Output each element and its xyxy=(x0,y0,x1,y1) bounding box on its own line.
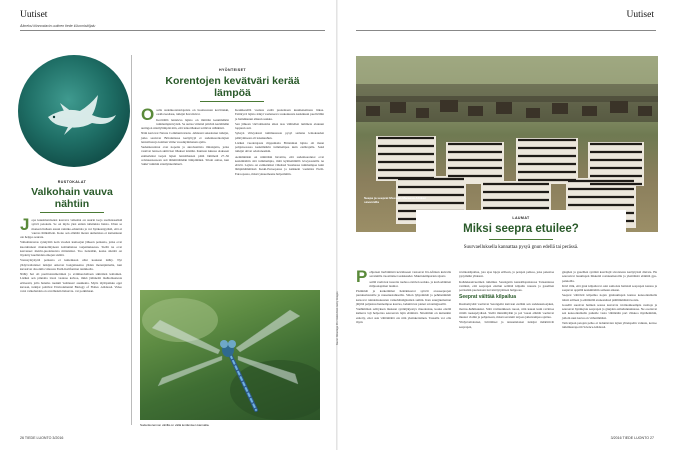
story2-paragraph: Syksyn viileydessä tummuusaste pysyi samana lentokauden päättymiseen eli lokakuuhun. xyxy=(235,131,324,140)
story2-paragraph: Sen jälkeen värivalikoima alkoi taas vähitellen tummeta elokuun loppuun asti. xyxy=(235,121,324,130)
story2-paragraph: Keskikesällä vaaleus estää puolentaan kuumenemasta liikaa. Esiintyvä lajisto näkyi vaaleneeva toukokuusta keskikuun puoliväliin ja heinäkuuun alkuun saakka. xyxy=(235,108,324,121)
story2-kicker: HYÖNTEISET xyxy=(219,68,246,72)
story1-paragraph: Nähty hai oli puolitoistametrinen ja eviimuodoiltaan sikiöiden kaltainen. Lisäksi sen pinnalta irtosi vaaleaa kalvoa, mikä jäänneitä mahtomaatesta eritteestä, jolla haiemo ruokkii 'kohtusaa' auakkaita. Myös täyttipaikka oppi kuvaan, tutkijat pohtivat Environmental Biology of Fishes -lehdessä. Video voisi valkohaiden on arvelluskin haluavia- vat poikimaan. xyxy=(20,272,122,293)
headline-box xyxy=(416,210,626,266)
right-page xyxy=(338,0,674,450)
zebra-paragraph: ravintokilpailua, jota ajaa lajeja erilleen, ja petojen pelkoa, joka pakottaa pysymään yhdessä. xyxy=(459,270,554,279)
zebra-headline: Miksi seepra etuilee? xyxy=(463,223,579,235)
story1-drop-cap: J xyxy=(20,215,30,234)
zebra-deck: Suurvaelluksella kannattaa pysyä gnun edellä tai perässä. xyxy=(463,245,579,250)
zebra-paragraph: Kahdeksanvuotinen tutkimus Serengetin kansallispuistossa Tansaniassa varmisti, että seeprojen etuilun selittää kilpailu ruuasta ja gasellien perässään puolestaan turvaistäytymisen helppous. xyxy=(459,279,554,292)
zebra-photo xyxy=(356,56,658,232)
zebra-paragraph: gnujden ja gasellien syömät kasvilajit sivoistesta keräytyistä dnä:sta. He seurasivat lauumojen liikkeitä rostakameroilla ja yksittäisiä eläimiä gps-pannoilla. xyxy=(562,270,657,283)
left-footer: 26 TIEDE LUONTO 3/2016 xyxy=(20,436,64,440)
story2-paragraph: Aemmintkin on nimittään havaittu, että sudenkorennot ovat keskimäärin sitä tummempia, mitä kylmemmillä leveysasteilla ne elävät. Lajisto on esimerkiksi viileässä Suomessa tummempaa kuin lämpimämmässä Keski-Euroopassa ja kaikkein vaaleinta Etelä-Euroopassa, missä yksuomeene helpommin. xyxy=(235,154,324,176)
zebra-drop-cap: P xyxy=(356,267,368,286)
story2-drop-cap: O xyxy=(141,105,155,124)
zebra-paragraph: Tam kijaan petojen pelko ei laduntavien lajien yhteispelin vaikuta, kertoo tutkimusraportti Science-lehdessä. xyxy=(562,320,657,329)
column-divider xyxy=(131,55,132,425)
zebra-col3 xyxy=(562,270,657,330)
right-footer: 3/2016 TIEDE LUONTO 27 xyxy=(610,436,654,440)
zebra-paragraph: Vanhimman selityksen mukaan syöntijärjestys muodostuu, koska edellä kulkeva laji helpottaa seuraavan lajin elämistä. Sittemmin on kuitenkin esitetty, ettei asia välttämättä ole niin yksinkertainen. Tausalla voi olla myös xyxy=(356,307,451,324)
right-header-rule xyxy=(356,30,656,31)
zebra-paragraph: Pisimmät ja karkeimmat heinänkorret syövät arosseeprojen puruksalustoille ja ruusenustalkseille. Sitten lyhyemmät ja pehmeämmät katsovat ruinaisluokusten vaikohäntägnuiden suihin. Kun suurgnumairan jäljiltä paljastuu hennompaa kasvua, ladunttavat pienet savannigasellit. xyxy=(356,289,451,306)
story1-kicker: RUSTOKALAT xyxy=(57,180,87,184)
story1-rule xyxy=(40,212,104,213)
dragonfly-illustration xyxy=(140,290,320,420)
story2-rule xyxy=(200,101,264,102)
zebra-kicker: LAUMAT xyxy=(512,216,530,220)
shark-photo xyxy=(18,55,130,167)
story2-paragraph: salla sudenkorentolajeista on luonnostaan kevättakki, osalla kesäasu, tutkijat havaitsivat. xyxy=(156,108,229,117)
zebra-paragraph: Yhdysvaltalaiset, brittiläiset ja tansanialaiset tutkijat määrittivät seeprojen, xyxy=(459,320,554,329)
story1-paragraph: Valkohairasras synnyttää noin vuoden kantoajan jälkeen poikasia, jotka ovat kuoruituneet munatelmyneen kohtumaissa taajennuksessa. Siellä ne ovat kasvaneet metrin-puolentoista mittaisiksi. Tuo tiedetään, koska siköitä on löydetty kuolleiden emojen sisältä. xyxy=(20,240,122,257)
zebra-col1 xyxy=(356,267,451,325)
dragonfly-caption: Sudenkorennon värillä on väliä lentämisen kannalta. xyxy=(140,423,210,427)
zebra-photo-caption: Seepa ja seeprat Massain Marassa Afrikan savannilla xyxy=(364,196,427,204)
zebra-paragraph: seillä vaeltavat tuoreita ruohoa etsivien sorkka- ja kavioeläinten miljoonapäiset laumat. xyxy=(369,279,451,288)
zebra-paragraph: Gasellit suosivat heinien seassa kasvavia ravintokkaampia ruohoja ja seuraavat hyönkysia seeprojen ja gnujden esiludunnunnassa. Ne osottavat sen kokoontumalla paikalle vasta vähintään pari viikkoa myöhemmin, jolloin uusi kasvu on virheriämäsä. xyxy=(562,302,657,320)
story2-headline: Korentojen kevätväri kerää lämpöä xyxy=(165,75,300,99)
shark-illustration xyxy=(18,55,130,167)
dragonfly-photo xyxy=(140,290,320,420)
story1-paragraph: Vastasyntynyttä poikasta ei kuitenkaan ollut koskaan nähty. Nyt yhdysvaltalaiset tutkijat onkovat bongaineensa yhden merenpinnalta, kun kuvasivat drooniila videosta Etelä-Kalifornian rannikolla. xyxy=(20,258,122,271)
left-header-rule xyxy=(20,30,325,31)
zebra-col2 xyxy=(459,270,554,330)
story1-headline: Valkohain vauva nähtiin xyxy=(31,186,113,210)
story2-paragraph: Sudenkorennot ovat nopeita ja akrobaattisia ilmalajeita, jotka vaativat lentoon aktiiviset lihakset lentään. Kunnon iskussa olakseen esimerkiksi isojen lajien lentolihasten pitää lämmetä 27–36 celsiusasteeseen asti lämmittämään lämpimäksi. Siloin auttaa, kun 'takki' tummin säteilynkerämerä. xyxy=(141,145,229,166)
story2-col1 xyxy=(141,105,229,167)
story1-paragraph: opa kuusimetriseksi kasvava valkohai on suurin isoja saalistaaselkiä syövä petokala. Se on myös yksi eniten tutkituista haista. Uhan se moneen huhaan asuun ranniko-eduuttala ja voi hyökeenpytäsil, että ei vauvas ihmisillein. Koko sen elämää meren uumenissa ei kuitenkaan ole helppo seurata. xyxy=(20,218,122,239)
left-section-title: Uutiset xyxy=(20,10,48,20)
zebra-herd-illustration xyxy=(356,56,658,232)
zebra-paragraph: ohjoisen herläimistä keväässeen vastaavat Itä-Afrikan kuivalla savannilla vuosittaiset sadekaudet. Muuttokimpurien sijasta xyxy=(369,270,451,279)
zebra-rule xyxy=(489,239,553,240)
zebra-paragraph: Kävi ilmi, että gnut kilpailevat osin samoista heinistä seeprojen kanssa ja saapuvat appällä keskimäärin samaan aikaan. xyxy=(562,283,657,292)
story1-body xyxy=(20,215,122,294)
zebra-paragraph: Seeprat välttävät kilpailua nojen gnulaumojen kanssa kokoontumalla niistä erilleen ja ehtimällä etuneenässä päällimmäisiä korsia. xyxy=(562,293,657,302)
story2-col2 xyxy=(235,108,324,177)
left-section-subtitle: Ääneksi kiinnostavin uutinen tiede tiJuomiskiljalu xyxy=(20,24,96,28)
left-page xyxy=(0,0,336,450)
photo-credit: Kuvat: Kiruolaga Pro Näätä Koin Getty Images xyxy=(336,291,339,345)
story2-paragraph: Lisäksi vuoderajasta riippumatta Britannian lajisto oli maan pohjoisosassa keskimäärin tummempaa kuin etelärajalla. Sekä tutkijat olivat odottaneetkin. xyxy=(235,140,324,154)
zebra-paragraph: Ruohomysäät vaeltavat Serengetin kuivaan etelään sen sadekausioajaksi, marras-huhtikuuksi. Siitä ravinteikkaan ruoon, niin kauan kuin ravintoa riittää ruokapöydissä. Siellä minsähtyään ja pol 'touan elämät vaeltavat muutoi vialiin ja pohjoiseen, missä savannit tarjoaa jatkuvampaa ajattua. xyxy=(459,302,554,319)
story2-paragraph: Kevätällä lenteleva lajisto on mittitän keskimäärin tummempisävyistä. Se auttaa viileinä päivinä keräämään auringon säteilylämpöä niin, että lentotihakset toimivat sähäkästi. xyxy=(141,117,229,130)
zebra-subheading: Seeprat välttää kilpailua xyxy=(459,294,516,301)
story2-paragraph: Näin kertovat Nature Communications -lehdessä saksalaiset tutkijat, jotka seulovat Britanniassa keräyttyjä ei sudenkorentolajien lentotilastoja kolmen viime vuosikymmenen ajalta. xyxy=(141,131,229,144)
right-section-title: Uutiset xyxy=(626,10,654,20)
